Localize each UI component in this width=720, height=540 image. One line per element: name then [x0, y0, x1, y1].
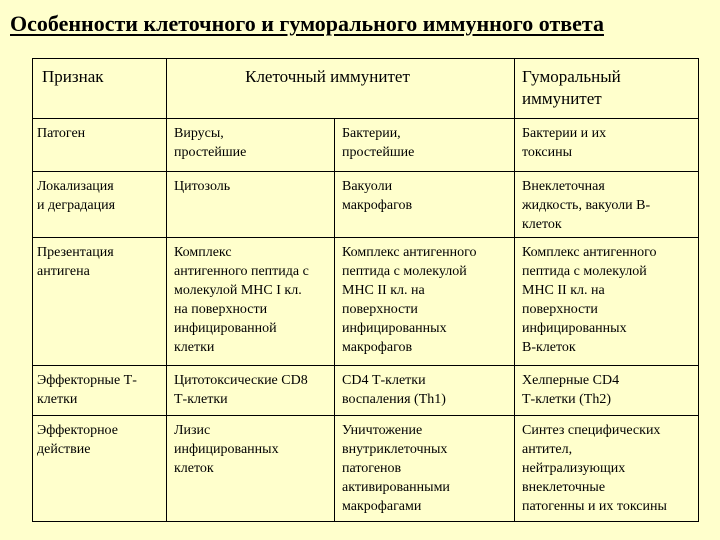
humoral-cell: Бактерии и их токсины	[515, 119, 699, 172]
cellular-cell: Цитозоль	[167, 172, 335, 238]
comparison-table	[32, 58, 699, 522]
header-cellular: Клеточный иммунитет	[167, 59, 515, 119]
humoral-cell: Хелперные CD4 Т-клетки (Th2)	[515, 366, 699, 416]
row-feature: Эффекторное действие	[33, 416, 167, 522]
table-row	[33, 172, 699, 238]
table-row	[33, 366, 699, 416]
header-humoral: Гуморальный иммунитет	[515, 59, 699, 119]
header-feature: Признак	[33, 59, 167, 119]
table-header-row	[33, 59, 699, 119]
row-feature: Локализация и деградация	[33, 172, 167, 238]
table-row	[33, 238, 699, 366]
cellular-cell: CD4 Т-клетки воспаления (Th1)	[335, 366, 515, 416]
cellular-cell: Уничтожение внутриклеточных патогенов активированными макрофагами	[335, 416, 515, 522]
table-row	[33, 119, 699, 172]
cellular-cell: Вакуоли макрофагов	[335, 172, 515, 238]
cellular-cell: Бактерии, простейшие	[335, 119, 515, 172]
cellular-cell: Вирусы, простейшие	[167, 119, 335, 172]
cellular-cell: Комплекс антигенного пептида с молекулой МНС II кл. на поверхности инфицированных макрофагов	[335, 238, 515, 366]
row-feature: Презентация антигена	[33, 238, 167, 366]
row-feature: Патоген	[33, 119, 167, 172]
table-row	[33, 416, 699, 522]
page-title: Особенности клеточного и гуморального иммунного ответа	[10, 11, 604, 36]
humoral-cell: Комплекс антигенного пептида с молекулой МНС II кл. на поверхности инфицированных В-клеток	[515, 238, 699, 366]
cellular-cell: Цитотоксические CD8 Т-клетки	[167, 366, 335, 416]
humoral-cell: Синтез специфических антител, нейтрализующих внеклеточные патогенны и их токсины	[515, 416, 699, 522]
cellular-cell: Комплекс антигенного пептида с молекулой МНС I кл. на поверхности инфицированной клетки	[167, 238, 335, 366]
humoral-cell: Внеклеточная жидкость, вакуоли В- клеток	[515, 172, 699, 238]
cellular-cell: Лизис инфицированных клеток	[167, 416, 335, 522]
row-feature: Эффекторные Т- клетки	[33, 366, 167, 416]
